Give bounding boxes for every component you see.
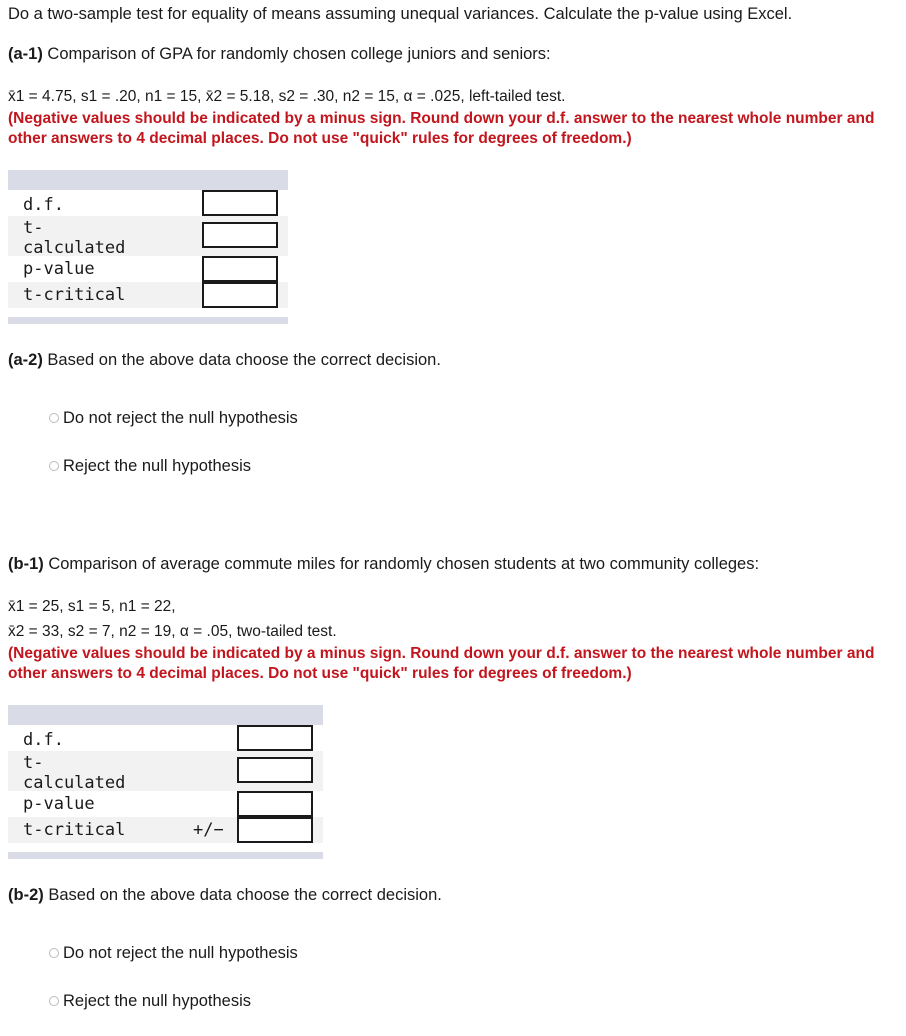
part-b2-number: (b-2) [8,886,44,904]
row-label-t-critical: t-critical [23,285,126,305]
row-label-p-value: p-value [23,794,95,814]
table-row [8,256,288,282]
part-a2-heading [8,351,441,370]
df-input[interactable] [237,725,313,751]
plus-minus-prefix: +/− [193,820,224,840]
table-row [8,190,288,216]
option-do-not-reject-radio[interactable] [49,413,59,423]
part-a-answer-table [8,170,288,324]
table-row [8,791,323,817]
option-reject-label[interactable]: Reject the null hypothesis [63,992,252,1010]
table-row [8,216,288,256]
part-b2-heading [8,886,442,905]
part-a-instructions: (Negative values should be indicated by a minus sign. Round down your d.f. answer to the nearest whole number and other answers to 4 decimal places. Do not use "quick" rules for degrees of freedom.) [8,110,875,147]
part-a-title: Comparison of GPA for randomly chosen college juniors and seniors: [42,45,551,63]
part-b-number: (b-1) [8,555,44,573]
df-input[interactable] [202,190,278,216]
row-label-df: d.f. [23,730,64,750]
table-row [8,282,288,308]
part-b-title: Comparison of average commute miles for randomly chosen students at two community colleges: [43,555,760,573]
table-header-band [8,170,288,190]
part-b2-title: Based on the above data choose the correct decision. [43,886,442,904]
table-row [8,817,323,843]
table-header-band [8,705,323,725]
table-row [8,725,323,751]
t-calculated-input[interactable] [237,757,313,783]
table-footer-band [8,317,288,324]
row-label-t-critical: t-critical [23,820,126,840]
row-label-t-calculated: t- calculated [23,218,126,258]
option-reject-radio[interactable] [49,461,59,471]
row-label-t-calculated: t- calculated [23,753,126,793]
part-b-instructions: (Negative values should be indicated by a minus sign. Round down your d.f. answer to the nearest whole number and other answers to 4 decimal places. Do not use "quick" rules for degrees of freedom.) [8,645,875,682]
part-b-heading [8,555,759,574]
row-label-df: d.f. [23,195,64,215]
t-critical-input[interactable] [237,817,313,843]
option-reject-radio[interactable] [49,996,59,1006]
p-value-input[interactable] [202,256,278,282]
option-do-not-reject-label[interactable]: Do not reject the null hypothesis [63,409,298,427]
part-a-number: (a-1) [8,45,43,63]
option-do-not-reject-label[interactable]: Do not reject the null hypothesis [63,944,298,962]
part-a-data: x̄1 = 4.75, s1 = .20, n1 = 15, x̄2 = 5.18, s2 = .30, n2 = 15, α = .025, left-tailed test. [8,88,566,105]
part-a2-number: (a-2) [8,351,43,369]
row-label-p-value: p-value [23,259,95,279]
p-value-input[interactable] [237,791,313,817]
part-a2-title: Based on the above data choose the correct decision. [42,351,441,369]
t-calculated-input[interactable] [202,222,278,248]
option-do-not-reject-radio[interactable] [49,948,59,958]
intro-text: Do a two-sample test for equality of means assuming unequal variances. Calculate the p-value using Excel. [8,5,793,23]
part-b-answer-table [8,705,323,859]
part-b-data-1: x̄1 = 25, s1 = 5, n1 = 22, [8,598,176,615]
option-reject-label[interactable]: Reject the null hypothesis [63,457,252,475]
table-footer-band [8,852,323,859]
part-a-heading [8,45,551,64]
table-row [8,751,323,791]
part-b-data-2: x̄2 = 33, s2 = 7, n2 = 19, α = .05, two-tailed test. [8,623,337,640]
t-critical-input[interactable] [202,282,278,308]
